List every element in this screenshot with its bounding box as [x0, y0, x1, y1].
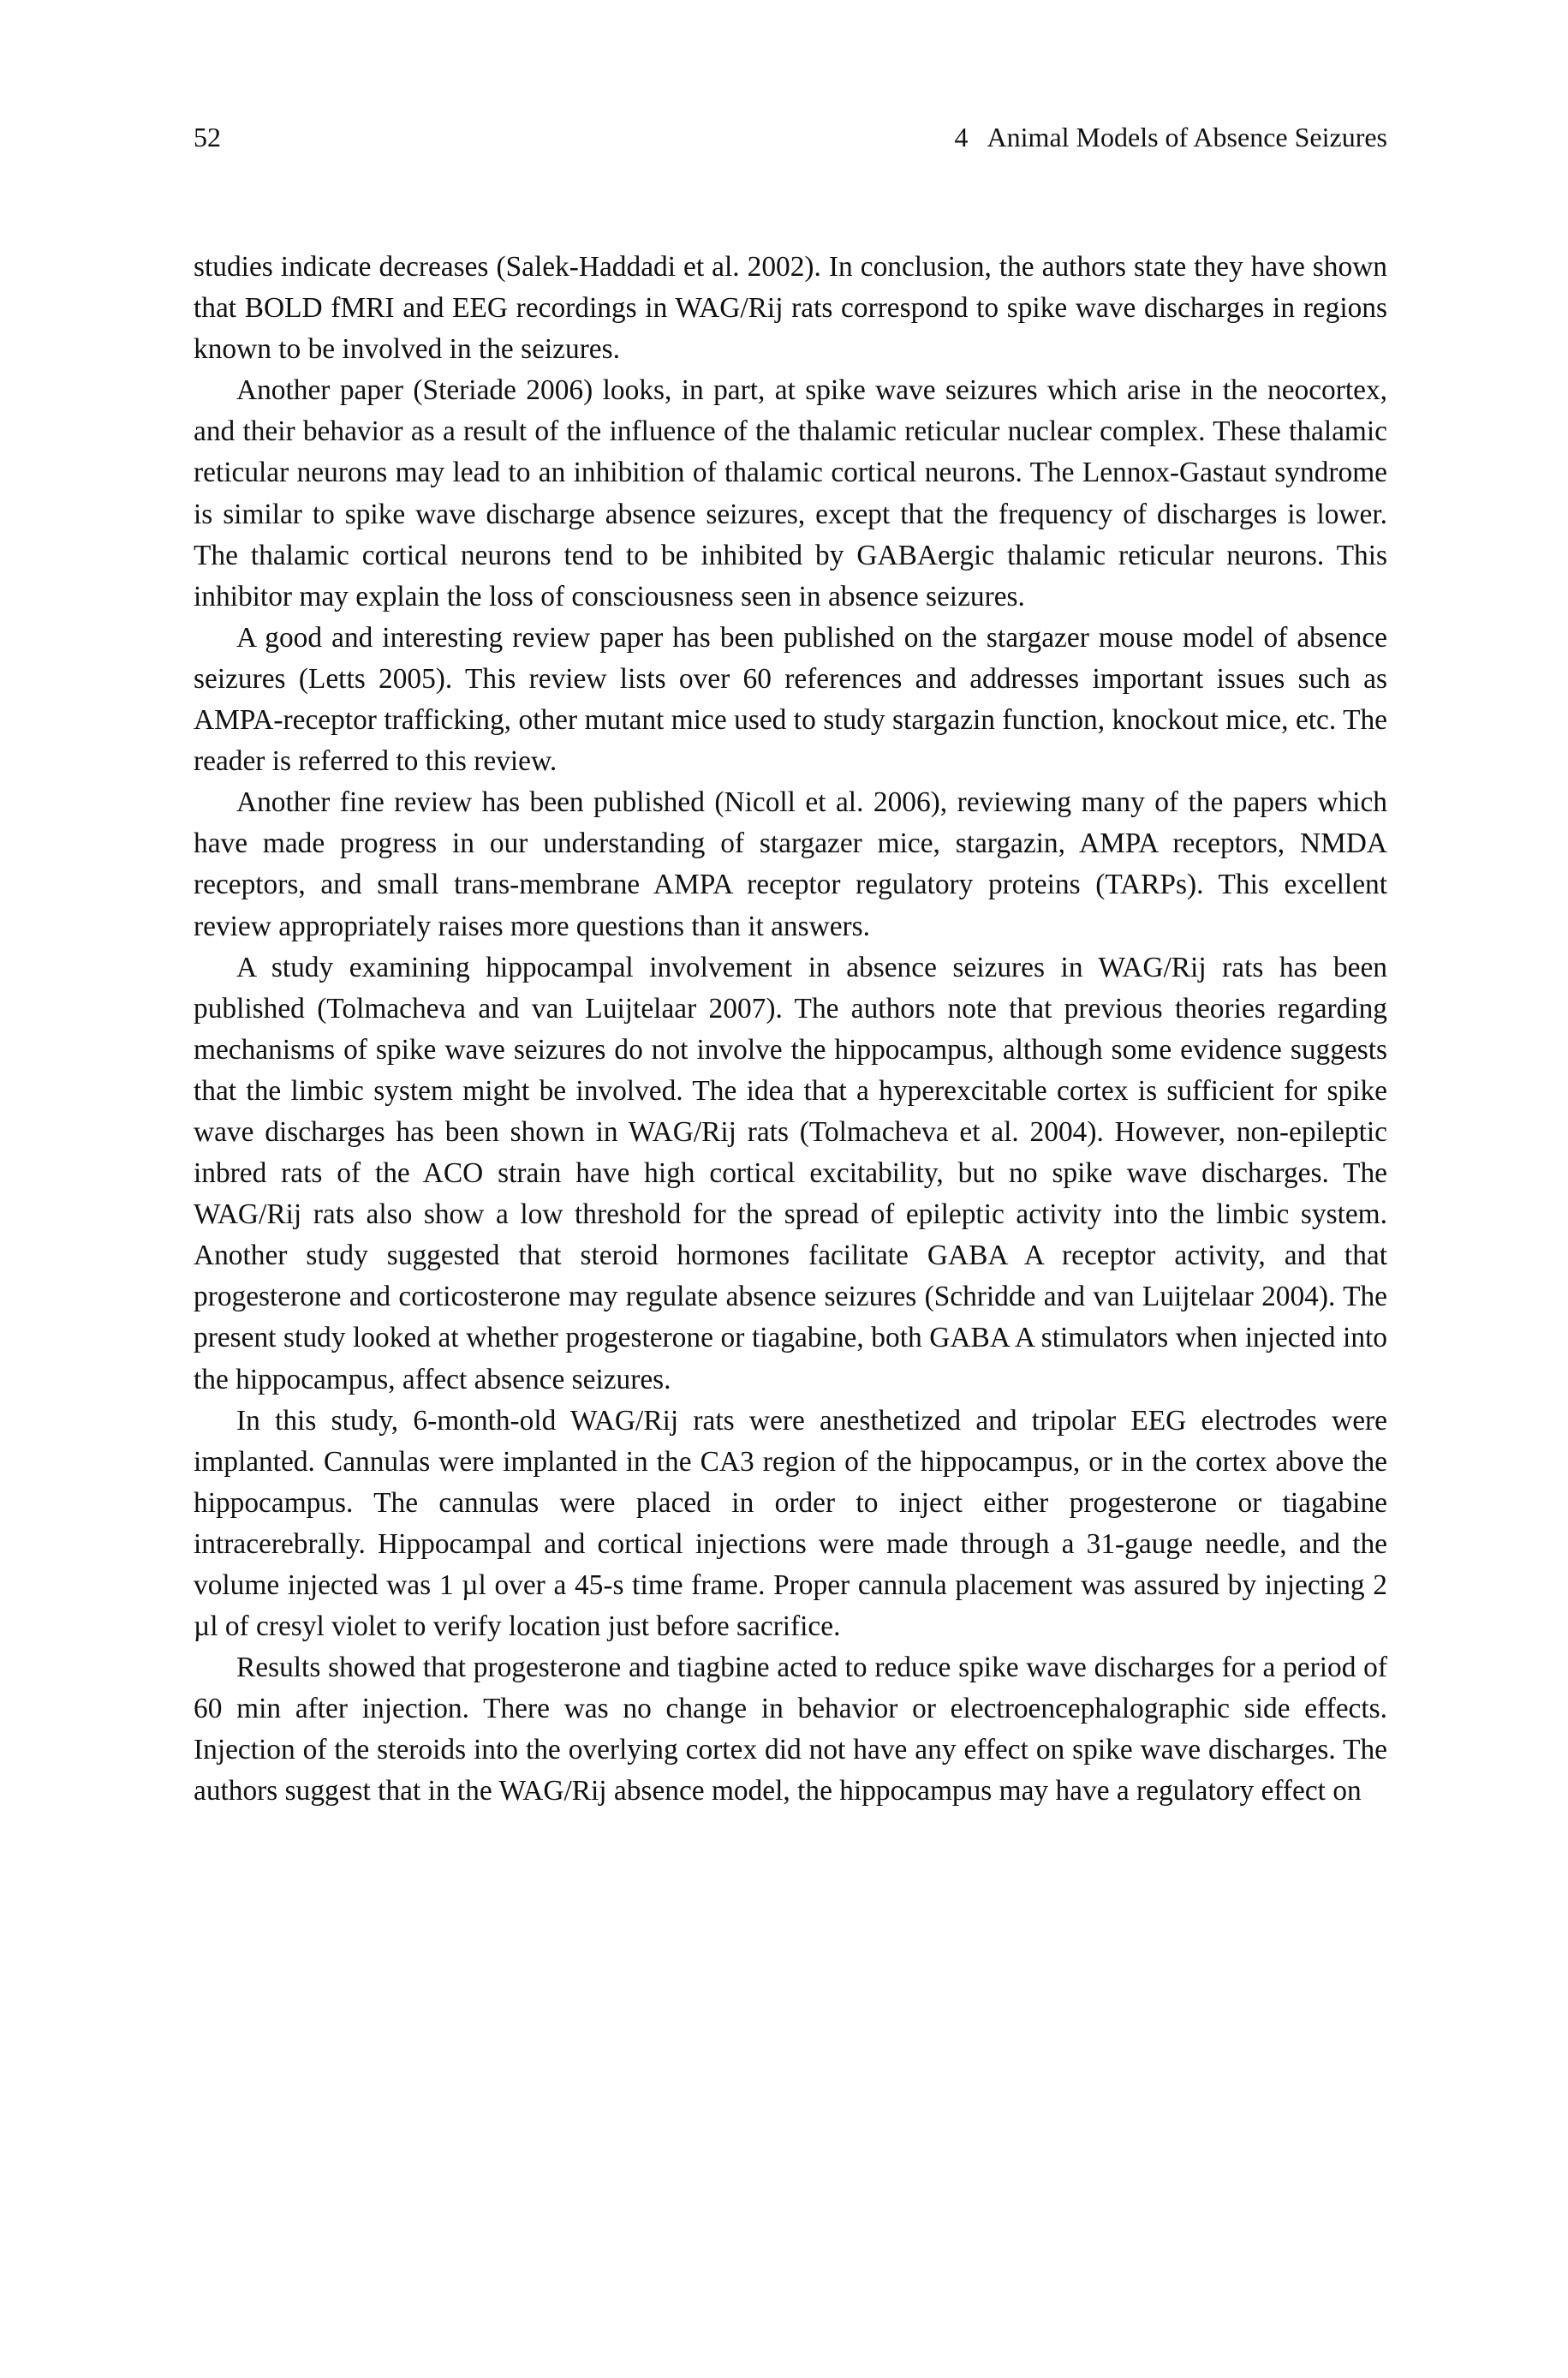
paragraph-hippocampal-study: A study examining hippocampal involvement in absence seizures in WAG/Rij rats has been published (Tolmacheva and van Luijtelaar 2007). The authors note that previous theories regarding mechanisms of spike wave seizures do not involve the hippocampus, although some evidence suggests that the limbic system might be involved. The idea that a hyperexcitable cortex is sufficient for spike wave discharges has been shown in WAG/Rij rats (Tolmacheva et al. 2004). However, non-epileptic inbred rats of the ACO strain have high cortical excitability, but no spike wave discharges. The WAG/Rij rats also show a low threshold for the spread of epileptic activity into the limbic system. Another study suggested that steroid hormones facilitate GABA A receptor activity, and that progesterone and corticosterone may regulate absence seizures (Schridde and van Luijtelaar 2004). The present study looked at whether progesterone or tiagabine, both GABA A stimulators when injected into the hippocampus, affect absence seizures.	[194, 951, 1387, 1395]
book-page	[194, 118, 1387, 1813]
paragraph-results: Results showed that progesterone and tiagbine acted to reduce spike wave discharges for a period of 60 min after injection. There was no change in behavior or electroencephalographic side effects. Injection of the steroids into the overlying cortex did not have any effect on spike wave discharges. The authors suggest that in the WAG/Rij absence model, the hippocampus may have a regulatory effect on	[194, 1652, 1387, 1807]
paragraph-methods: In this study, 6-month-old WAG/Rij rats were anesthetized and tripolar EEG electrodes were implanted. Cannulas were implanted in the CA3 region of the hippocampus, or in the cortex above the hippocampus. The cannulas were placed in order to inject either progesterone or tiagabine intracerebrally. Hippocampal and cortical injections were made through a 31-gauge needle, and the volume injected was 1 µl over a 45-s time frame. Proper cannula placement was assured by injecting 2 µl of cresyl violet to verify location just before sacrifice.	[194, 1404, 1387, 1643]
paragraph-continuation: studies indicate decreases (Salek-Haddadi et al. 2002). In conclusion, the authors state they have shown that BOLD fMRI and EEG recordings in WAG/Rij rats correspond to spike wave discharges in regions known to be involved in the seizures.	[194, 251, 1387, 366]
paragraph-steriade: Another paper (Steriade 2006) looks, in part, at spike wave seizures which arise in the neocortex, and their behavior as a result of the influence of the thalamic reticular nuclear complex. These thalamic reticular neurons may lead to an inhibition of thalamic cortical neurons. The Lennox-Gastaut syndrome is similar to spike wave discharge absence seizures, except that the frequency of discharges is lower. The thalamic cortical neurons tend to be inhibited by GABAergic thalamic reticular neurons. This inhibitor may explain the loss of consciousness seen in absence seizures.	[194, 374, 1387, 612]
chapter-heading	[955, 118, 1387, 156]
page-number: 52	[194, 122, 221, 152]
paragraph-nicoll-review: Another fine review has been published (Nicoll et al. 2006), reviewing many of the papers which have made progress in our understanding of stargazer mice, stargazin, AMPA receptors, NMDA receptors, and small trans-membrane AMPA receptor regulatory proteins (TARPs). This excellent review appropriately raises more questions than it answers.	[194, 786, 1387, 942]
body-text	[194, 247, 1387, 1813]
chapter-number: 4	[954, 122, 969, 152]
chapter-title: Animal Models of Absence Seizures	[987, 122, 1387, 152]
paragraph-letts-review: A good and interesting review paper has been published on the stargazer mouse model of absence seizures (Letts 2005). This review lists over 60 references and addresses important issues such as AMPA-receptor trafficking, other mutant mice used to study stargazin function, knockout mice, etc. The reader is referred to this review.	[194, 621, 1387, 778]
running-head	[194, 118, 1387, 156]
